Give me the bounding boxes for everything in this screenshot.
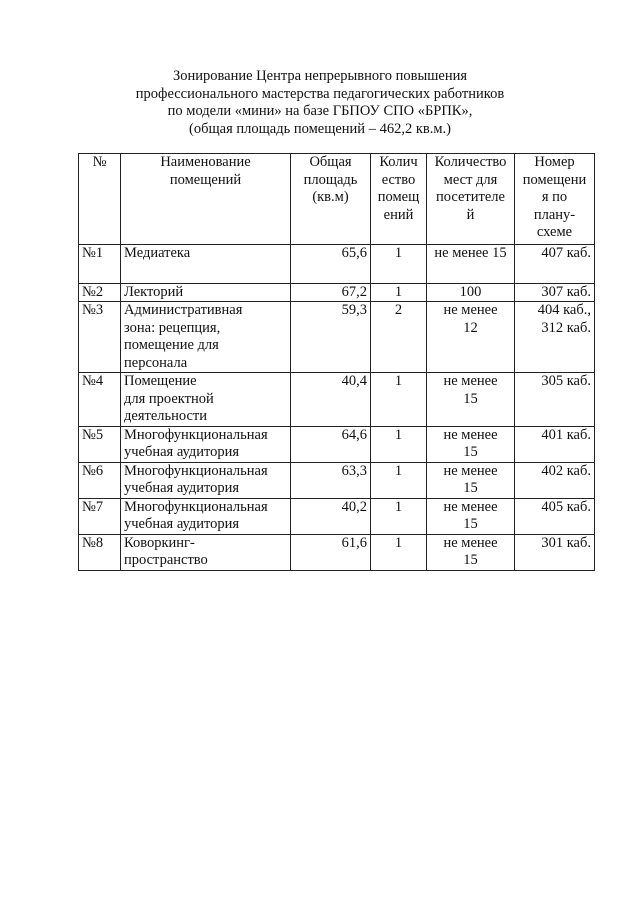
cell-seat-count-line: 12 — [463, 319, 478, 336]
cell-seat-count-line: не менее — [443, 373, 498, 389]
header-room-name-line: помещений — [169, 171, 242, 188]
title-line: по модели «мини» на базе ГБПОУ СПО «БРПК», — [167, 103, 473, 119]
cell-room-number — [515, 302, 595, 373]
cell-seat-count — [427, 283, 515, 302]
table-row — [79, 462, 595, 498]
cell-seat-count-line: 15 — [463, 390, 478, 407]
header-room-number-line: схеме — [536, 224, 573, 240]
cell-room-name-line: Медиатека — [124, 244, 191, 261]
cell-number: №3 — [79, 302, 121, 373]
header-room-number-line: я по — [541, 189, 568, 205]
cell-room-name-line: Лекторий — [124, 283, 184, 300]
cell-room-name-line: Многофункциональная — [124, 462, 268, 479]
cell-room-number — [515, 283, 595, 302]
header-seat-count-line: посетителе — [436, 189, 505, 205]
cell-total-area: 40,4 — [291, 373, 371, 427]
cell-room-count: 1 — [371, 283, 427, 302]
cell-seat-count-line: не менее — [443, 534, 498, 551]
cell-seat-count — [427, 426, 515, 462]
cell-room-number-line: 401 каб. — [541, 426, 591, 443]
cell-room-number-line: 407 каб. — [541, 244, 591, 261]
cell-room-number — [515, 498, 595, 534]
cell-room-name-line: деятельности — [124, 408, 208, 424]
table-row — [79, 244, 595, 283]
header-room-number-line: плану- — [533, 206, 576, 223]
cell-total-area: 67,2 — [291, 283, 371, 302]
cell-seat-count-line: не менее — [443, 426, 498, 443]
cell-seat-count-line: 15 — [463, 516, 478, 532]
header-room-number — [515, 154, 595, 245]
cell-seat-count-line: не менее — [443, 302, 498, 318]
cell-seat-count-line: 15 — [463, 552, 478, 568]
cell-total-area: 59,3 — [291, 302, 371, 373]
title-line: Зонирование Центра непрерывного повышения — [172, 68, 468, 84]
cell-room-name-line: Коворкинг- — [124, 534, 195, 551]
cell-room-number-line: 402 каб. — [541, 462, 591, 479]
cell-total-area: 61,6 — [291, 534, 371, 570]
title-line: (общая площадь помещений – 462,2 кв.м.) — [189, 120, 451, 137]
cell-room-count: 1 — [371, 373, 427, 427]
table-row — [79, 498, 595, 534]
cell-room-name-line: для проектной — [124, 390, 214, 407]
table-row — [79, 373, 595, 427]
header-seat-count-line: й — [466, 206, 475, 223]
table-row — [79, 302, 595, 373]
cell-room-count: 1 — [371, 244, 427, 283]
header-room-count-line: ество — [381, 171, 416, 188]
header-room-count — [371, 154, 427, 245]
cell-room-name-line: Помещение — [124, 373, 197, 389]
cell-room-name-line: учебная аудитория — [124, 444, 240, 460]
cell-room-name-line: зона: рецепция, — [124, 319, 221, 336]
cell-room-count: 1 — [371, 498, 427, 534]
cell-room-name-line: учебная аудитория — [124, 480, 240, 496]
cell-room-number — [515, 373, 595, 427]
document-title — [80, 68, 560, 138]
zoning-table — [78, 153, 595, 571]
cell-seat-count-line: не менее — [443, 498, 498, 515]
cell-room-name — [121, 534, 291, 570]
cell-room-number-line: 305 каб. — [541, 373, 591, 389]
cell-room-name-line: пространство — [124, 552, 208, 568]
cell-room-name-line: Многофункциональная — [124, 498, 268, 515]
cell-room-name — [121, 244, 291, 283]
table-row — [79, 283, 595, 302]
header-seat-count-line: Количество — [434, 154, 507, 170]
cell-seat-count-line: не менее 15 — [434, 244, 507, 261]
title-line: профессионального мастерства педагогических работников — [135, 85, 505, 102]
cell-seat-count — [427, 498, 515, 534]
cell-room-count: 1 — [371, 426, 427, 462]
cell-room-number — [515, 534, 595, 570]
cell-number: №7 — [79, 498, 121, 534]
header-total-area — [291, 154, 371, 245]
cell-room-name-line: Административная — [124, 302, 243, 318]
header-number: № — [79, 154, 121, 245]
cell-room-number-line: 301 каб. — [541, 534, 591, 551]
cell-number: №5 — [79, 426, 121, 462]
cell-seat-count — [427, 534, 515, 570]
cell-seat-count-line: 15 — [463, 480, 478, 496]
cell-room-name-line: учебная аудитория — [124, 516, 240, 532]
header-seat-count-line: мест для — [443, 171, 498, 188]
cell-room-number-line: 404 каб., — [537, 302, 591, 318]
cell-room-name — [121, 283, 291, 302]
cell-room-name — [121, 462, 291, 498]
cell-room-number-line: 312 каб. — [541, 319, 591, 336]
cell-room-number — [515, 462, 595, 498]
header-room-number-line: помещени — [522, 171, 587, 188]
header-room-name-line: Наименование — [160, 154, 251, 170]
table-header — [79, 154, 595, 245]
cell-total-area: 40,2 — [291, 498, 371, 534]
cell-number: №2 — [79, 283, 121, 302]
cell-seat-count — [427, 373, 515, 427]
cell-total-area: 63,3 — [291, 462, 371, 498]
cell-room-name — [121, 498, 291, 534]
table-row — [79, 534, 595, 570]
cell-number: №6 — [79, 462, 121, 498]
cell-seat-count — [427, 462, 515, 498]
cell-number: №1 — [79, 244, 121, 283]
table-row — [79, 426, 595, 462]
header-total-area-line: площадь — [303, 171, 358, 188]
cell-total-area: 65,6 — [291, 244, 371, 283]
cell-number: №8 — [79, 534, 121, 570]
cell-seat-count-line: не менее — [443, 462, 498, 479]
header-room-number-line: Номер — [534, 154, 575, 170]
cell-room-name-line: персонала — [124, 354, 188, 371]
cell-room-name — [121, 302, 291, 373]
header-room-count-line: ений — [383, 206, 414, 223]
header-total-area-line: (кв.м) — [312, 189, 349, 205]
cell-seat-count — [427, 302, 515, 373]
table-body — [79, 244, 595, 570]
header-room-count-line: Колич — [379, 154, 418, 170]
cell-room-number-line: 307 каб. — [541, 283, 591, 300]
cell-room-name — [121, 373, 291, 427]
cell-seat-count — [427, 244, 515, 283]
cell-room-name — [121, 426, 291, 462]
header-total-area-line: Общая — [309, 154, 352, 170]
header-seat-count — [427, 154, 515, 245]
cell-room-name-line: Многофункциональная — [124, 426, 268, 443]
cell-room-number — [515, 244, 595, 283]
cell-room-count: 2 — [371, 302, 427, 373]
cell-seat-count-line: 100 — [459, 283, 482, 300]
cell-room-name-line: помещение для — [124, 337, 219, 353]
cell-room-number — [515, 426, 595, 462]
cell-room-number-line: 405 каб. — [541, 498, 591, 515]
header-room-name — [121, 154, 291, 245]
cell-total-area: 64,6 — [291, 426, 371, 462]
cell-number: №4 — [79, 373, 121, 427]
cell-room-count: 1 — [371, 462, 427, 498]
cell-room-count: 1 — [371, 534, 427, 570]
header-room-count-line: помещ — [377, 189, 420, 205]
cell-seat-count-line: 15 — [463, 444, 478, 460]
